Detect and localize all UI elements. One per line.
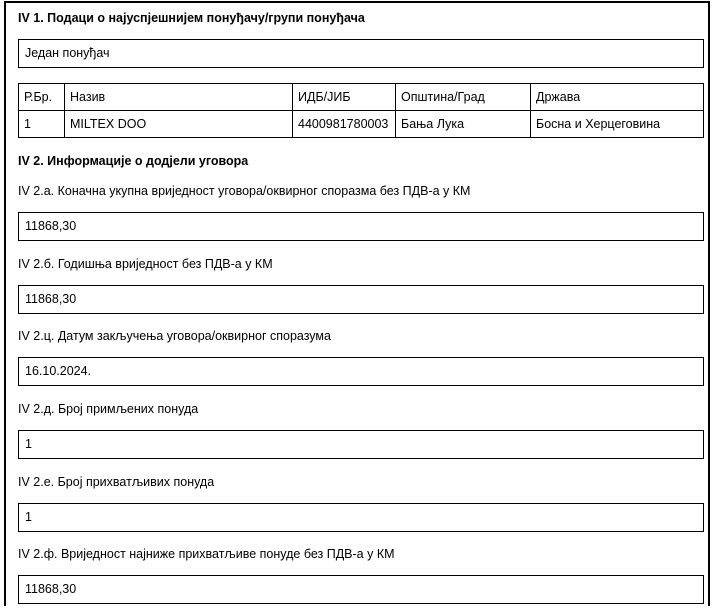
field-label-acceptable-bids: IV 2.е. Број прихватљивих понуда: [18, 475, 215, 489]
form-page: [4, 1, 710, 606]
field-label-received-bids: IV 2.д. Број примљених понуда: [18, 402, 199, 416]
field-acceptable-bids: 1: [18, 503, 704, 532]
header-no: Р.Бр.: [19, 84, 65, 111]
field-lowest-bid: 11868,30: [18, 575, 704, 604]
bidders-table: [18, 83, 704, 138]
table-row: [19, 111, 704, 138]
field-contract-date: 16.10.2024.: [18, 357, 704, 386]
table-header-row: [19, 84, 704, 111]
field-label-total-value: IV 2.а. Коначна укупна вриједност уговора/оквирног споразма без ПДВ-а у КМ: [18, 184, 471, 198]
field-total-value: 11868,30: [18, 212, 704, 241]
field-received-bids: 1: [18, 430, 704, 459]
header-name: Назив: [65, 84, 293, 111]
field-label-annual-value: IV 2.б. Годишња вриједност без ПДВ-а у КМ: [18, 257, 273, 271]
field-label-lowest-bid: IV 2.ф. Вриједност најниже прихватљиве понуде без ПДВ-а у КМ: [18, 547, 395, 561]
header-country: Држава: [531, 84, 704, 111]
cell-name: MILTEX DOO: [65, 111, 293, 138]
section-1-heading: IV 1. Подаци о најуспјешнијем понуђачу/групи понуђача: [18, 11, 365, 25]
field-label-contract-date: IV 2.ц. Датум закључења уговора/оквирног споразума: [18, 329, 331, 343]
bidder-type-field: Један понуђач: [18, 39, 704, 68]
cell-country: Босна и Херцеговина: [531, 111, 704, 138]
header-id: ИДБ/ЈИБ: [293, 84, 396, 111]
cell-id: 4400981780003: [293, 111, 396, 138]
cell-municipality: Бања Лука: [396, 111, 531, 138]
cell-no: 1: [19, 111, 65, 138]
section-2-heading: IV 2. Информације о додјели уговора: [18, 154, 249, 168]
field-annual-value: 11868,30: [18, 285, 704, 314]
header-municipality: Општина/Град: [396, 84, 531, 111]
